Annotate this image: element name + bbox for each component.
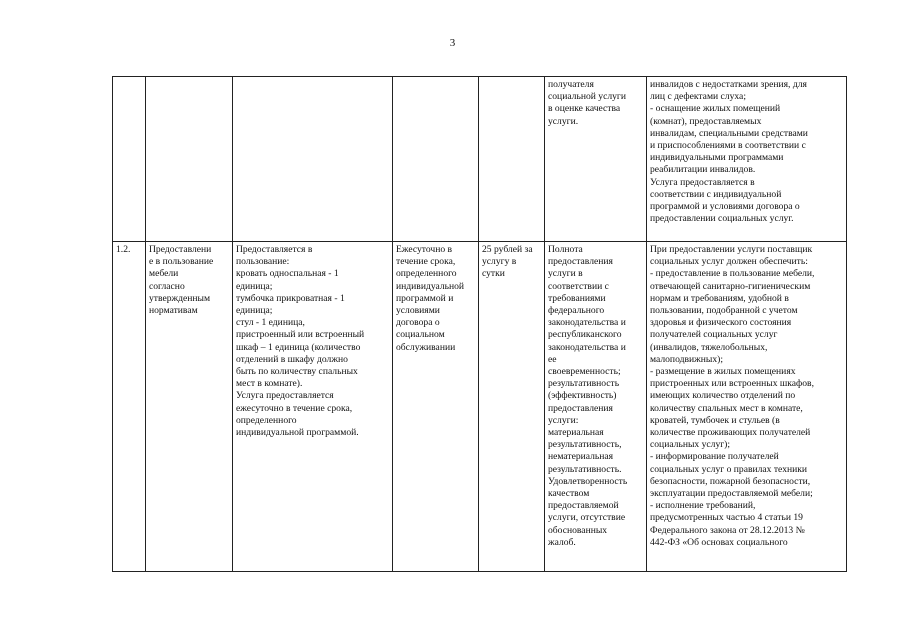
- services-table: [112, 76, 847, 572]
- cell-quality: получателя социальной услуги в оценке качества услуги.: [545, 77, 647, 242]
- cell-conditions: инвалидов с недостатками зрения, для лиц с дефектами слуха; - оснащение жилых помещений (комнат), предоставляемых инвалидам, специальными средствами и приспособлениями в соответствии с индивидуальными программами реабилитации инвалидов. Услуга предоставляется в соответствии с индивидуальной программой и условиями договора о предоставлении социальных услуг.: [647, 77, 847, 242]
- cell-service-name: [146, 77, 233, 242]
- cell-price: 25 рублей за услугу в сутки: [479, 242, 545, 572]
- table-row: [113, 242, 847, 572]
- page-number: 3: [449, 37, 456, 49]
- cell-quality: Полнота предоставления услуги в соответствии с требованиями федерального законодательства и республиканского законодательства и ее своевременность; результативность (эффективность) предоставления услуги: материальная результативность, нематериальная результативность. Удовлетворенность качеством предоставляемой услуги, отсутствие обоснованных жалоб.: [545, 242, 647, 572]
- cell-description: [233, 77, 393, 242]
- table-row: [113, 77, 847, 242]
- cell-conditions: При предоставлении услуги поставщик социальных услуг должен обеспечить: - предоставление в пользование мебели, отвечающей санитарно-гигиеническим нормам и требованиям, удобной в пользовании, подобранной с учетом здоровья и физического состояния получателей социальных услуг (инвалидов, тяжелобольных, малоподвижных); - размещение в жилых помещениях пристроенных или встроенных шкафов, имеющих количество отделений по количеству спальных мест в комнате, кроватей, тумбочек и стульев (в количестве проживающих получателей социальных услуг); - информирование получателей социальных услуг о правилах техники безопасности, пожарной безопасности, эксплуатации предоставляемой мебели; - исполнение требований, предусмотренных частью 4 статьи 19 Федерального закона от 28.12.2013 № 442-ФЗ «Об основах социального: [647, 242, 847, 572]
- cell-price: [479, 77, 545, 242]
- cell-period: Ежесуточно в течение срока, определенного индивидуальной программой и условиями договора о социальном обслуживании: [393, 242, 479, 572]
- cell-description: Предоставляется в пользование: кровать односпальная - 1 единица; тумбочка прикроватная - 1 единица; стул - 1 единица, пристроенный или встроенный шкаф – 1 единица (количество отделений в шкафу должно быть по количеству спальных мест в комнате). Услуга предоставляется ежесуточно в течение срока, определенного индивидуальной программой.: [233, 242, 393, 572]
- cell-number: [113, 77, 146, 242]
- cell-number: 1.2.: [113, 242, 146, 572]
- cell-period: [393, 77, 479, 242]
- cell-service-name: Предоставлени е в пользование мебели согласно утвержденным нормативам: [146, 242, 233, 572]
